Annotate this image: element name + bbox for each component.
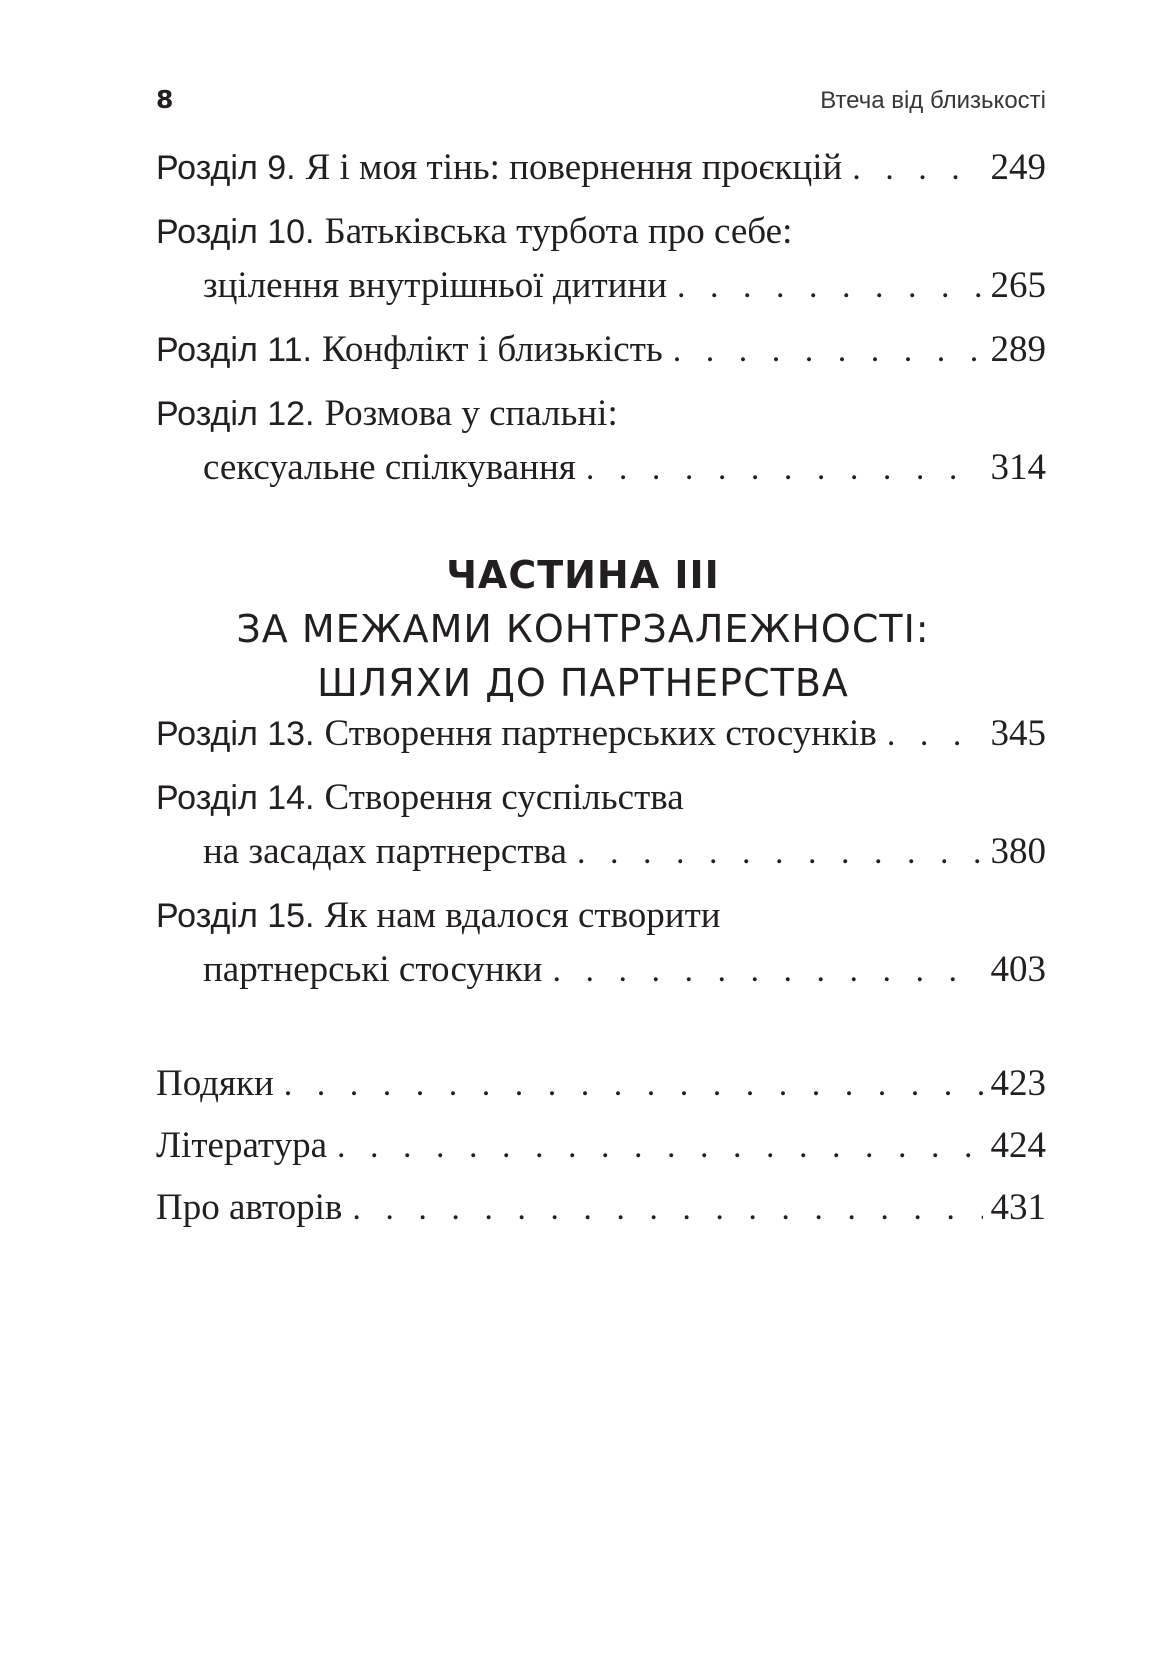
page-ref: 289 bbox=[990, 329, 1046, 370]
page-ref: 403 bbox=[990, 949, 1046, 990]
chapter-label: Розділ 10. bbox=[156, 213, 315, 251]
page-ref: 345 bbox=[990, 713, 1046, 754]
chapter-title: Розмова у спальні: bbox=[324, 393, 618, 434]
toc-section-part3 bbox=[156, 712, 1046, 1012]
toc-entry-chapter-10[interactable] bbox=[156, 210, 1046, 318]
dot-leader bbox=[677, 268, 982, 306]
dot-leader bbox=[284, 1066, 983, 1104]
page-number: 8 bbox=[156, 85, 174, 114]
chapter-label: Розділ 15. bbox=[156, 897, 315, 935]
chapter-title-continued: на засадах партнерства bbox=[203, 831, 567, 872]
toc-entry-literature[interactable] bbox=[156, 1124, 1046, 1186]
chapter-label: Розділ 12. bbox=[156, 395, 315, 433]
dot-leader bbox=[337, 1128, 982, 1166]
entry-title: Про авторів bbox=[156, 1187, 343, 1228]
chapter-label: Розділ 9. bbox=[156, 149, 296, 187]
toc-entry-chapter-12[interactable] bbox=[156, 392, 1046, 500]
page-ref: 314 bbox=[990, 447, 1046, 488]
toc-entry-chapter-11[interactable] bbox=[156, 328, 1046, 382]
dot-leader bbox=[577, 834, 983, 872]
running-head: Втеча від близькості bbox=[820, 87, 1046, 114]
entry-title: Література bbox=[156, 1125, 328, 1166]
chapter-title: Конфлікт і близькість bbox=[321, 329, 663, 370]
part-number: ЧАСТИНА III bbox=[446, 553, 720, 597]
toc-entry-acknowledgements[interactable] bbox=[156, 1062, 1046, 1124]
chapter-title: Батьківська турбота про себе: bbox=[324, 211, 793, 252]
chapter-title: Створення партнерських стосунків bbox=[324, 713, 877, 754]
chapter-title-continued: зцілення внутрішньої дитини bbox=[203, 265, 668, 306]
toc-entry-chapter-14[interactable] bbox=[156, 776, 1046, 884]
toc-entry-chapter-9[interactable] bbox=[156, 146, 1046, 200]
part-title-line-1: ЗА МЕЖАМИ КОНТРЗАЛЕЖНОСТІ: bbox=[236, 607, 930, 651]
chapter-title: Створення суспільства bbox=[324, 777, 684, 818]
chapter-title: Я і моя тінь: повернення проєкцій bbox=[305, 147, 843, 188]
page-ref: 265 bbox=[990, 265, 1046, 306]
page-ref: 249 bbox=[990, 147, 1046, 188]
page-ref: 423 bbox=[990, 1063, 1046, 1104]
dot-leader bbox=[552, 952, 982, 990]
toc-entry-chapter-13[interactable] bbox=[156, 712, 1046, 766]
toc-back-matter bbox=[156, 1062, 1046, 1248]
toc-entry-chapter-15[interactable] bbox=[156, 894, 1046, 1002]
chapter-title-continued: партнерські стосунки bbox=[203, 949, 543, 990]
page-ref: 380 bbox=[990, 831, 1046, 872]
chapter-label: Розділ 13. bbox=[156, 715, 315, 753]
page-ref: 431 bbox=[990, 1187, 1046, 1228]
toc-section-part2 bbox=[156, 146, 1046, 510]
dot-leader bbox=[352, 1190, 982, 1228]
dot-leader bbox=[586, 450, 983, 488]
part-title-line-2: ШЛЯХИ ДО ПАРТНЕРСТВА bbox=[317, 661, 849, 705]
chapter-title: Як нам вдалося створити bbox=[324, 895, 721, 936]
entry-title: Подяки bbox=[156, 1063, 274, 1104]
dot-leader bbox=[852, 150, 982, 188]
dot-leader bbox=[673, 332, 983, 370]
chapter-label: Розділ 14. bbox=[156, 779, 315, 817]
page-ref: 424 bbox=[990, 1125, 1046, 1166]
part-heading bbox=[0, 548, 1166, 710]
toc-entry-about-authors[interactable] bbox=[156, 1186, 1046, 1248]
chapter-label: Розділ 11. bbox=[156, 331, 312, 369]
dot-leader bbox=[887, 716, 983, 754]
chapter-title-continued: сексуальне спілкування bbox=[203, 447, 576, 488]
